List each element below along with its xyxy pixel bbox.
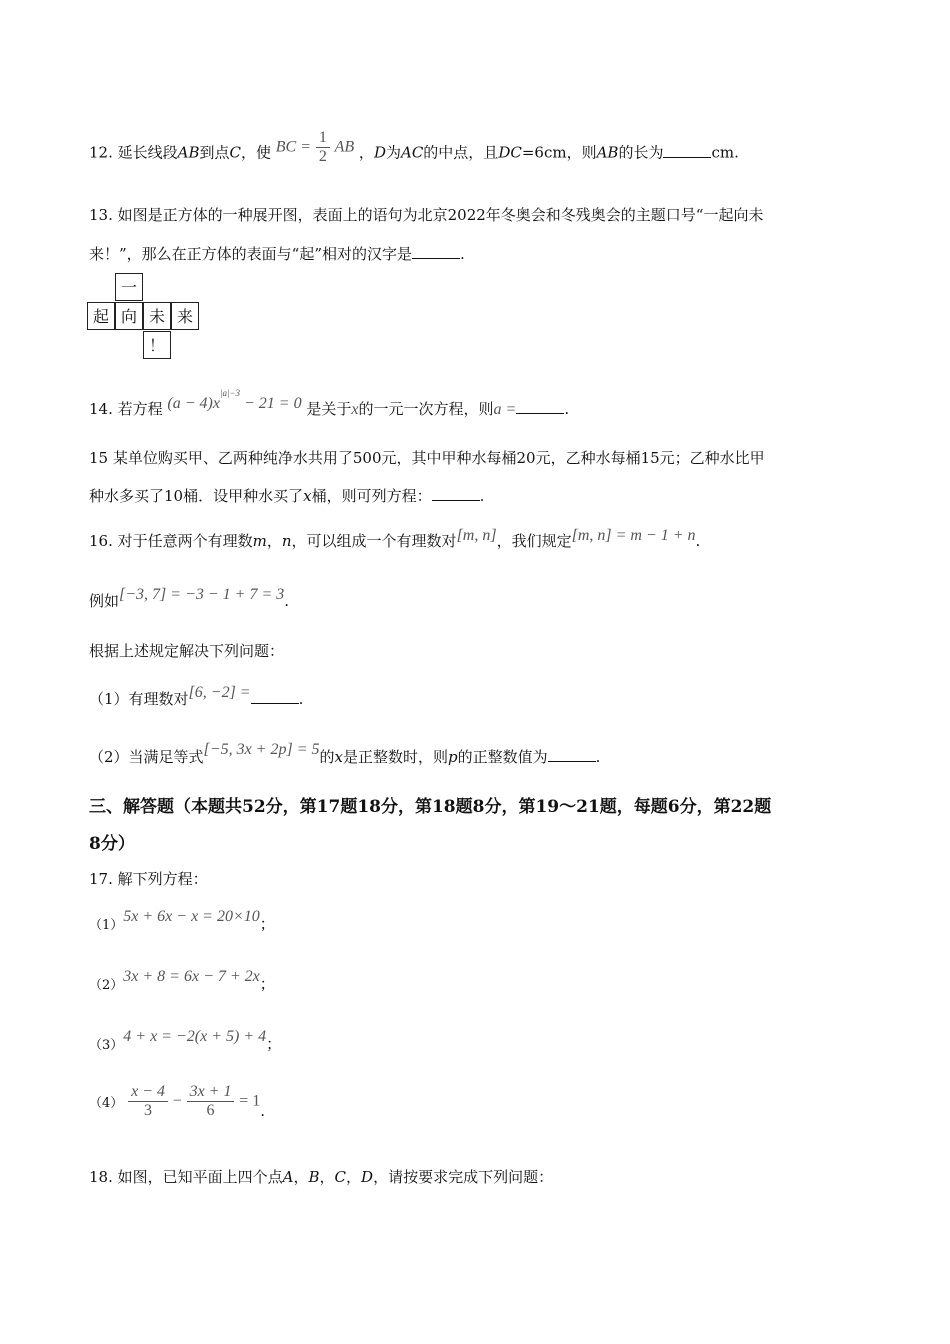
answer-blank [516,399,564,414]
cube-face-4: 来 [171,302,199,330]
answer-blank [412,244,460,259]
q17-eq4: （4） $\frac{x - 4}{3}$ − $\frac{3x + 1}{6}$ = 1. [89,1083,266,1120]
q17-eq2: （2）3x + 8 = 6x − 7 + 2x； [89,968,275,993]
cube-face-2: 向 [115,302,143,330]
q18-line: 18. 如图，已知平面上四个点A，B，C，D，请按要求完成下列问题： [89,1168,554,1186]
answer-blank [432,486,480,501]
q13-line1: 13. 如图是正方体的一种展开图，表面上的语句为北京2022年冬奥会和冬残奥会的主题口号“一起向未 [89,206,764,224]
answer-blank [548,747,596,762]
cube-face-top: 一 [115,273,143,301]
q17-eq3: （3）4 + x = −2(x + 5) + 4； [89,1028,282,1053]
q14-line: 14. 若方程 $(a - 4)x^{|a|-3} - 21 = 0$ 是关于x的一元一次方程，则a = . [89,388,570,418]
q17-eq1: （1）5x + 6x − x = 20×10； [89,908,275,933]
q16-part1: （1）有理数对[6, −2] = . [89,684,304,708]
q17-title: 17. 解下列方程： [89,870,208,888]
q14-equation: $(a - 4)x^{|a|-3} - 21 = 0$ [167,388,302,412]
q16-part2: （2）当满足等式[−5, 3x + 2p] = 5的x是正整数时，则p的正整数值为 . [89,741,601,766]
cube-face-1: 起 [87,302,115,330]
q16-example: 例如[−3, 7] = −3 − 1 + 7 = 3. [89,586,290,610]
cube-face-bottom: ！ [143,331,171,359]
q15-line2: 种水多买了10桶．设甲种水买了x桶，则可列方程： . [89,487,485,505]
cube-net-figure [87,273,207,361]
q13-line2: 来！”，那么在正方体的表面与“起”相对的汉字是 . [89,245,465,263]
answer-blank [663,143,711,158]
q16-intro: 根据上述规定解决下列问题： [89,642,285,660]
q16-line1: 16. 对于任意两个有理数m，n，可以组成一个有理数对[m, n]，我们规定[m, n] = m − 1 + n. [89,527,701,550]
q12-line: 12. 延长线段AB到点C，使 BC = $\frac{1}{2}$ AB ，D为AC的中点，且DC=6cm，则AB的长为 cm. [89,129,739,165]
q15-line1: 15 某单位购买甲、乙两种纯净水共用了500元，其中甲种水每桶20元，乙种水每桶15元；乙种水比甲 [89,449,765,467]
section-3-heading-cont: 8分） [89,834,135,854]
cube-face-3: 未 [143,302,171,330]
answer-blank [251,689,299,704]
q12-formula: BC = $\frac{1}{2}$ AB [275,129,355,165]
section-3-heading: 三、解答题（本题共52分，第17题18分，第18题8分，第19～21题，每题6分，第22题 [89,797,772,817]
